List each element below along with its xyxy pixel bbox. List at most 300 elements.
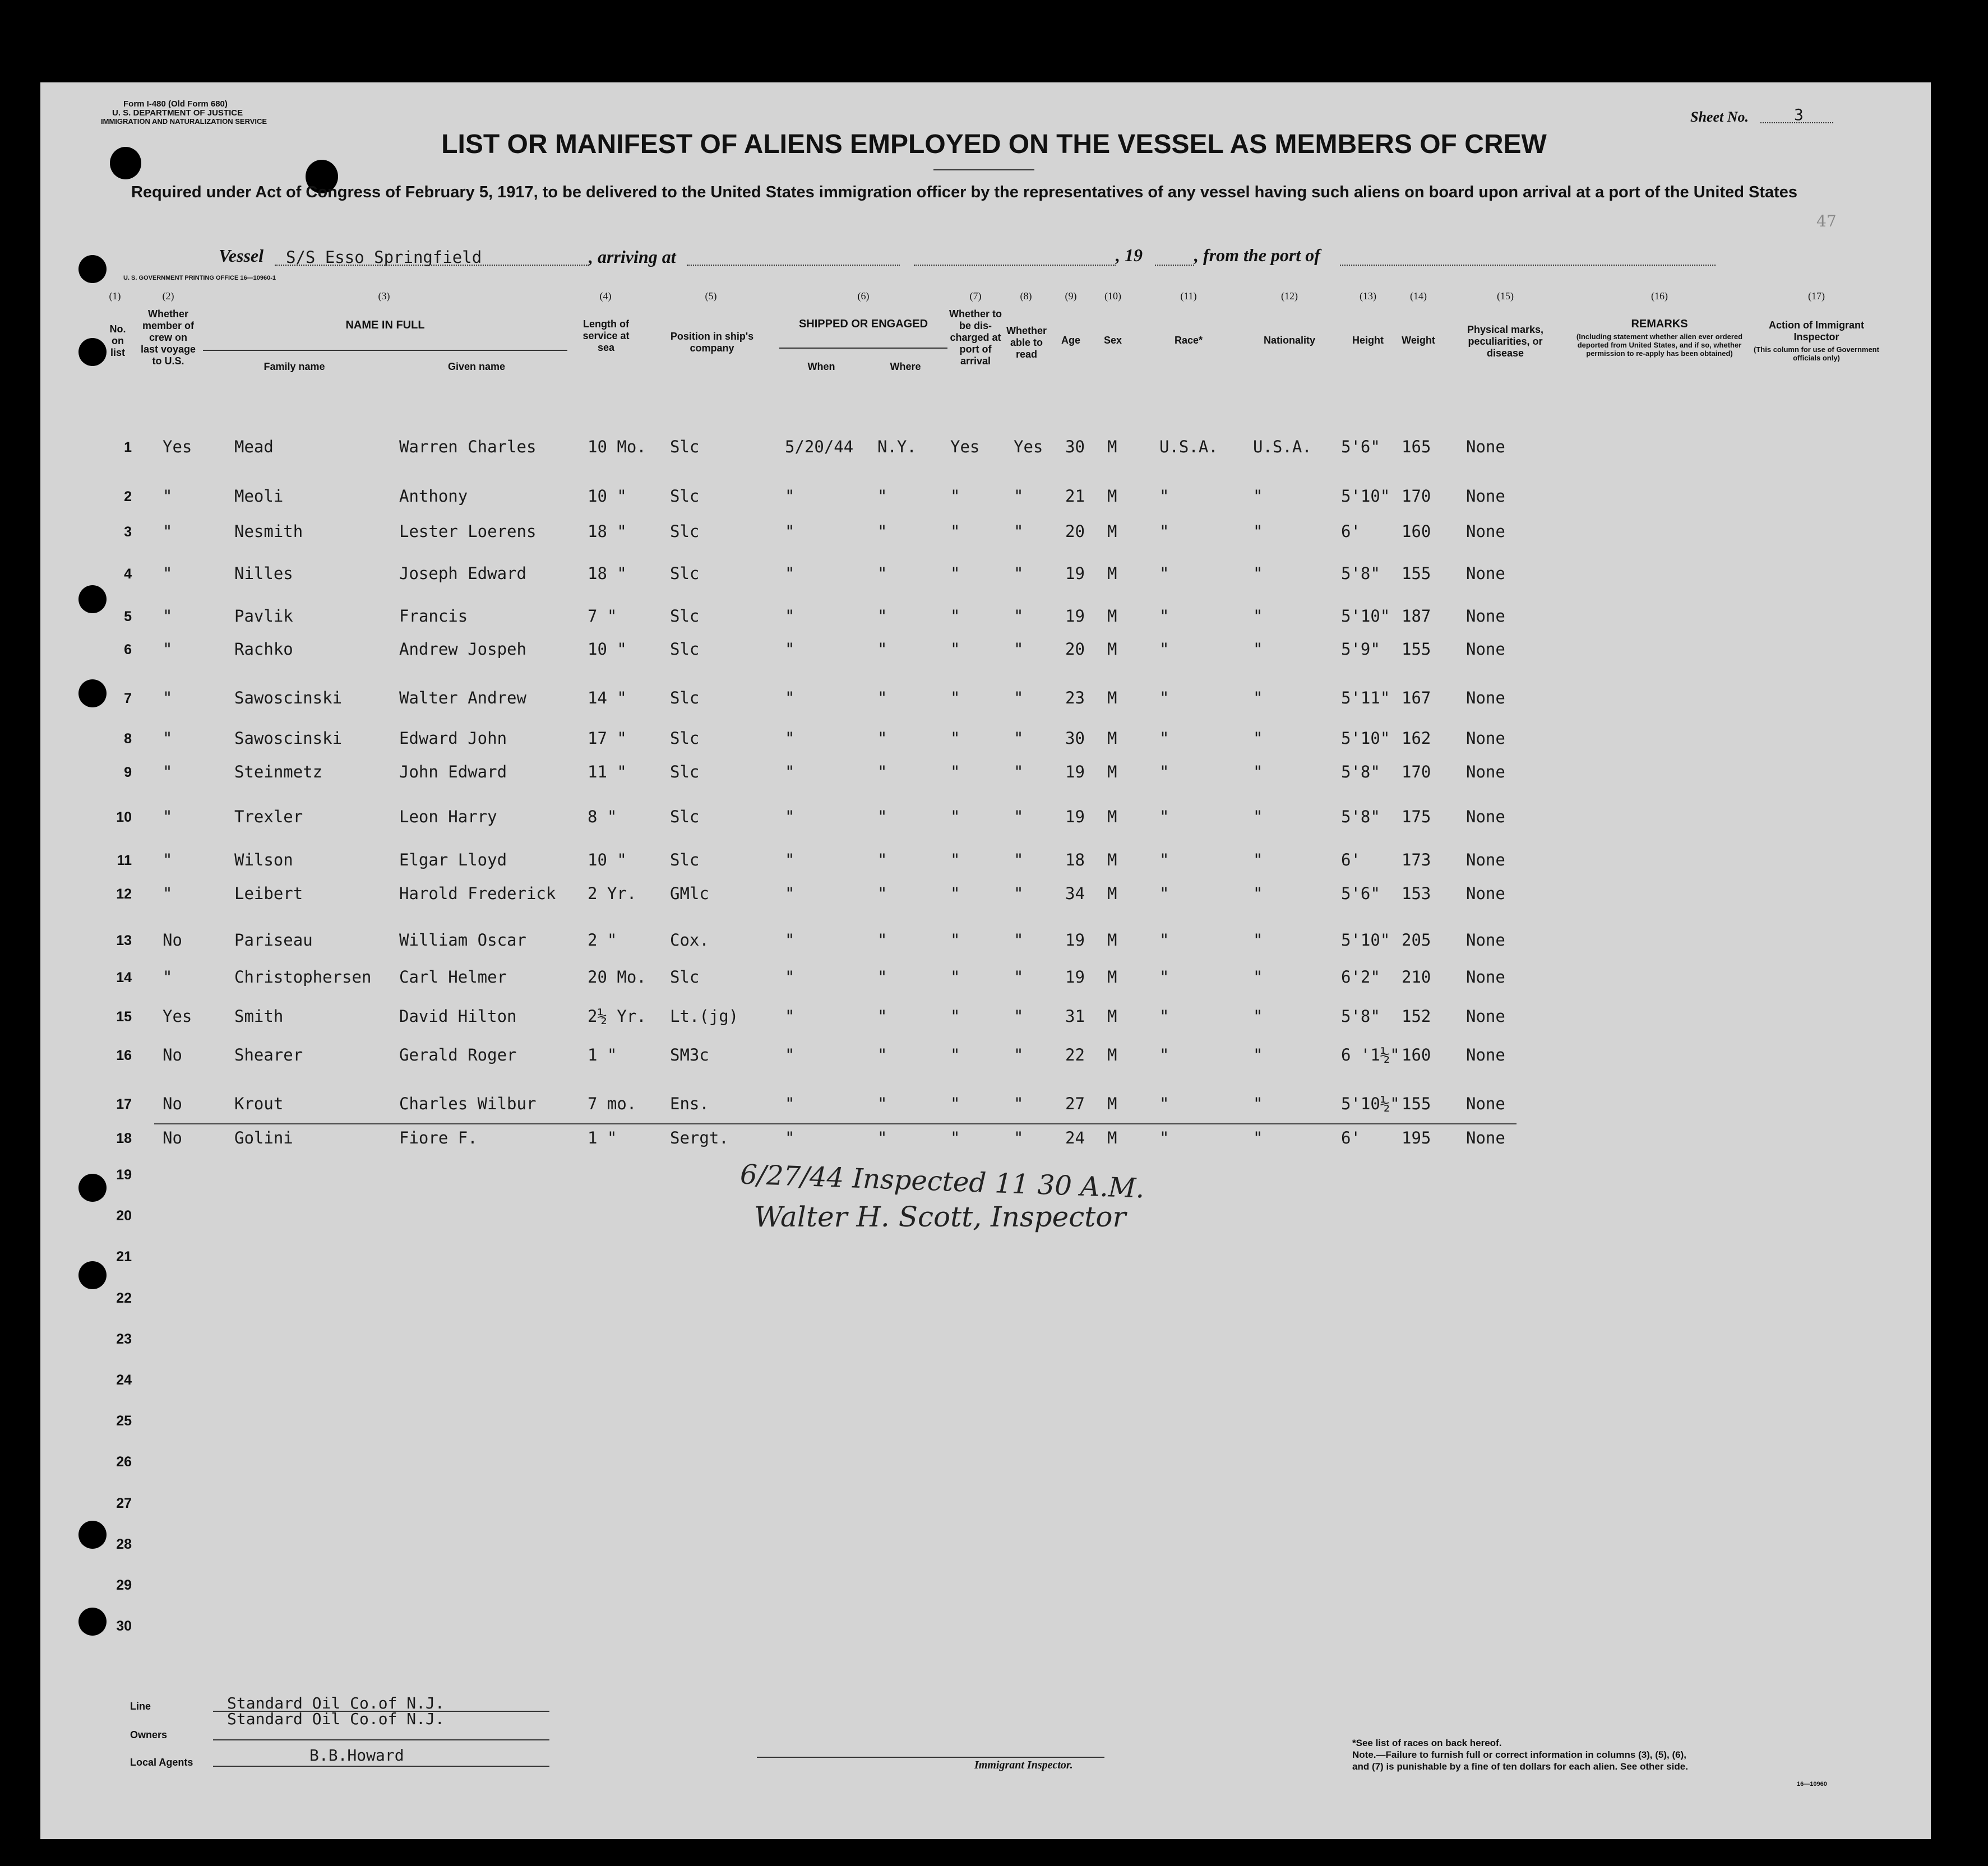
col-header-action: Action of Immigrant Inspector [1769, 320, 1864, 342]
family-name: Sawoscinski [234, 688, 343, 707]
shipped-when: " [785, 729, 795, 748]
col-header-nationality: Nationality [1263, 335, 1315, 346]
punch-hole [78, 1261, 107, 1289]
shipped-where: " [877, 729, 887, 748]
member-last-voyage: " [163, 762, 173, 781]
given-name: Walter Andrew [399, 688, 526, 707]
weight: 160 [1402, 522, 1431, 541]
col-header-when: When [807, 361, 835, 372]
race: " [1159, 967, 1169, 987]
height: 6' [1341, 1128, 1361, 1147]
physical-marks: None [1466, 930, 1505, 950]
physical-marks: None [1466, 1045, 1505, 1064]
length-of-service: 18 " [588, 522, 627, 541]
physical-marks: None [1466, 688, 1505, 707]
col-header-position: Position in ship's company [670, 331, 754, 354]
member-last-voyage: Yes [163, 1007, 192, 1026]
row-number: 7 [124, 691, 132, 706]
age: 24 [1065, 1128, 1085, 1147]
nationality: " [1253, 1007, 1263, 1026]
row-number: 10 [116, 809, 132, 825]
row-number: 27 [116, 1495, 132, 1511]
column-number: (5) [705, 290, 717, 302]
able-to-read: " [1014, 930, 1024, 950]
physical-marks: None [1466, 437, 1505, 456]
family-name: Sawoscinski [234, 729, 343, 748]
races-note: *See list of races on back hereof. [1352, 1738, 1502, 1748]
col-header-no: No. on list [109, 323, 126, 358]
age: 19 [1065, 762, 1085, 781]
nationality: " [1253, 1094, 1263, 1113]
sex: M [1107, 762, 1117, 781]
shipped-when: " [785, 807, 795, 826]
department: U. S. DEPARTMENT OF JUSTICE [112, 108, 243, 118]
punch-hole [78, 1174, 107, 1202]
weight: 160 [1402, 1045, 1431, 1064]
agents-value: B.B.Howard [309, 1746, 404, 1765]
col-header-age: Age [1061, 335, 1080, 346]
column-number: (16) [1651, 290, 1668, 302]
height: 5'10" [1341, 487, 1390, 506]
row-number: 14 [116, 970, 132, 985]
height: 5'10½" [1341, 1094, 1400, 1113]
sex: M [1107, 688, 1117, 707]
sheet-label: Sheet No. [1690, 109, 1749, 125]
family-name: Trexler [234, 807, 303, 826]
sex: M [1107, 930, 1117, 950]
length-of-service: 2½ Yr. [588, 1007, 646, 1026]
age: 30 [1065, 437, 1085, 456]
col-header-height: Height [1352, 335, 1384, 346]
weight: 167 [1402, 688, 1431, 707]
position: SM3c [670, 1045, 709, 1064]
length-of-service: 10 " [588, 640, 627, 659]
able-to-read: " [1014, 640, 1024, 659]
weight: 170 [1402, 487, 1431, 506]
weight: 195 [1402, 1128, 1431, 1147]
nationality: " [1253, 884, 1263, 903]
race: " [1159, 1094, 1169, 1113]
to-be-discharged: " [950, 564, 960, 583]
row-number: 29 [116, 1577, 132, 1593]
able-to-read: " [1014, 1094, 1024, 1113]
length-of-service: 17 " [588, 729, 627, 748]
length-of-service: 14 " [588, 688, 627, 707]
to-be-discharged: " [950, 487, 960, 506]
age: 19 [1065, 930, 1085, 950]
col-header-service: Length of service at sea [582, 318, 630, 353]
row-18-rule [154, 1123, 1517, 1124]
form-code: 16—10960 [1797, 1781, 1827, 1788]
form-id: Form I-480 (Old Form 680) [123, 99, 228, 109]
column-number: (4) [599, 290, 612, 302]
row-number: 21 [116, 1249, 132, 1265]
col-header-remarks-note: (Including statement whether alien ever ordered deported from United States, and if so, whether permission to re-apply has been obtained) [1576, 332, 1743, 358]
member-last-voyage: " [163, 850, 173, 869]
failure-note: Note.—Failure to furnish full or correct information in columns (3), (5), (6), and (7) is punishable by a fine of ten dollars for each alien. See other side. [1352, 1749, 1688, 1772]
shipped-where: " [877, 487, 887, 506]
col-header-family: Family name [263, 361, 325, 372]
length-of-service: 10 " [588, 487, 627, 506]
inspection-note: 6/27/44 Inspected 11 30 A.M. [739, 1159, 1145, 1205]
arriving-line [687, 265, 900, 266]
shipped-when: " [785, 522, 795, 541]
height: 5'9" [1341, 640, 1380, 659]
physical-marks: None [1466, 884, 1505, 903]
position: Slc [670, 437, 700, 456]
member-last-voyage: " [163, 640, 173, 659]
race: " [1159, 487, 1169, 506]
height: 6' [1341, 850, 1361, 869]
row-number: 30 [116, 1618, 132, 1635]
given-name: William Oscar [399, 930, 526, 950]
sex: M [1107, 606, 1117, 626]
row-number: 9 [124, 765, 132, 780]
age: 19 [1065, 606, 1085, 626]
shipped-when: " [785, 640, 795, 659]
punch-hole [78, 255, 107, 283]
shipped-where: " [877, 1128, 887, 1147]
column-number: (14) [1410, 290, 1427, 302]
form-subtitle: Required under Act of Congress of February 5, 1917, to be delivered to the United States immigration officer by the representatives of any vessel having such aliens on board upon arrival at a port of the United States [131, 183, 1798, 201]
to-be-discharged: " [950, 1128, 960, 1147]
to-be-discharged: " [950, 762, 960, 781]
row-number: 25 [116, 1413, 132, 1429]
row-number: 23 [116, 1331, 132, 1347]
row-number: 17 [116, 1096, 132, 1112]
able-to-read: " [1014, 967, 1024, 987]
race: U.S.A. [1159, 437, 1218, 456]
form-title: LIST OR MANIFEST OF ALIENS EMPLOYED ON THE VESSEL AS MEMBERS OF CREW [441, 129, 1547, 159]
given-name: Edward John [399, 729, 507, 748]
position: Slc [670, 564, 700, 583]
family-name: Mead [234, 437, 274, 456]
shipped-when: 5/20/44 [785, 437, 854, 456]
position: Slc [670, 967, 700, 987]
sex: M [1107, 807, 1117, 826]
punch-hole [78, 585, 107, 613]
weight: 165 [1402, 437, 1431, 456]
given-name: Francis [399, 606, 468, 626]
weight: 187 [1402, 606, 1431, 626]
nationality: " [1253, 967, 1263, 987]
family-name: Rachko [234, 640, 293, 659]
to-be-discharged: " [950, 1007, 960, 1026]
col-header-discharged: Whether to be dis- charged at port of arrival [949, 308, 1002, 367]
position: Sergt. [670, 1128, 729, 1147]
family-name: Nilles [234, 564, 293, 583]
given-name: Joseph Edward [399, 564, 526, 583]
member-last-voyage: " [163, 807, 173, 826]
nationality: " [1253, 729, 1263, 748]
column-number: (7) [969, 290, 982, 302]
nationality: " [1253, 606, 1263, 626]
member-last-voyage: " [163, 487, 173, 506]
arriving-line-2 [914, 265, 1116, 266]
from-port-label: , from the port of [1194, 245, 1320, 265]
member-last-voyage: " [163, 522, 173, 541]
position: Slc [670, 487, 700, 506]
column-number: (12) [1281, 290, 1298, 302]
nationality: " [1253, 487, 1263, 506]
line-value: Standard Oil Co.of N.J. [227, 1694, 445, 1712]
to-be-discharged: " [950, 884, 960, 903]
length-of-service: 2 " [588, 930, 617, 950]
race: " [1159, 640, 1169, 659]
member-last-voyage: No [163, 1045, 182, 1064]
shipped-when: " [785, 1128, 795, 1147]
able-to-read: " [1014, 522, 1024, 541]
nationality: " [1253, 640, 1263, 659]
race: " [1159, 1007, 1169, 1026]
sex: M [1107, 850, 1117, 869]
member-last-voyage: " [163, 729, 173, 748]
height: 6' [1341, 522, 1361, 541]
family-name: Wilson [234, 850, 293, 869]
given-name: Warren Charles [399, 437, 537, 456]
sex: M [1107, 1128, 1117, 1147]
inspector-signature: Walter H. Scott, Inspector [754, 1201, 1126, 1233]
given-name: Elgar Lloyd [399, 850, 507, 869]
position: Slc [670, 762, 700, 781]
family-name: Golini [234, 1128, 293, 1147]
row-number: 24 [116, 1372, 132, 1388]
race: " [1159, 850, 1169, 869]
shipped-where: N.Y. [877, 437, 917, 456]
age: 20 [1065, 640, 1085, 659]
weight: 170 [1402, 762, 1431, 781]
shipped-where: " [877, 640, 887, 659]
able-to-read: " [1014, 606, 1024, 626]
punch-hole [78, 338, 107, 366]
agents-label: Local Agents [130, 1757, 193, 1768]
weight: 155 [1402, 640, 1431, 659]
weight: 210 [1402, 967, 1431, 987]
nationality: U.S.A. [1253, 437, 1312, 456]
length-of-service: 7 mo. [588, 1094, 637, 1113]
nationality: " [1253, 522, 1263, 541]
age: 22 [1065, 1045, 1085, 1064]
given-name: Fiore F. [399, 1128, 478, 1147]
family-name: Pariseau [234, 930, 313, 950]
weight: 205 [1402, 930, 1431, 950]
able-to-read: " [1014, 762, 1024, 781]
weight: 175 [1402, 807, 1431, 826]
able-to-read: " [1014, 1128, 1024, 1147]
length-of-service: 10 Mo. [588, 437, 646, 456]
race: " [1159, 729, 1169, 748]
position: Cox. [670, 930, 709, 950]
able-to-read: Yes [1014, 437, 1043, 456]
nationality: " [1253, 762, 1263, 781]
sheet-number-line [1760, 122, 1833, 123]
shipped-where: " [877, 564, 887, 583]
weight: 152 [1402, 1007, 1431, 1026]
sex: M [1107, 564, 1117, 583]
member-last-voyage: No [163, 1094, 182, 1113]
shipped-when: " [785, 930, 795, 950]
able-to-read: " [1014, 564, 1024, 583]
row-number: 18 [116, 1131, 132, 1146]
height: 5'8" [1341, 807, 1380, 826]
member-last-voyage: " [163, 967, 173, 987]
row-number: 11 [117, 853, 132, 868]
race: " [1159, 522, 1169, 541]
able-to-read: " [1014, 1007, 1024, 1026]
to-be-discharged: " [950, 522, 960, 541]
race: " [1159, 884, 1169, 903]
member-last-voyage: No [163, 1128, 182, 1147]
row-number: 28 [116, 1536, 132, 1552]
arriving-label: , arriving at [589, 247, 676, 267]
length-of-service: 10 " [588, 850, 627, 869]
col-header-name: NAME IN FULL [345, 319, 425, 331]
nationality: " [1253, 850, 1263, 869]
physical-marks: None [1466, 850, 1505, 869]
member-last-voyage: " [163, 564, 173, 583]
race: " [1159, 807, 1169, 826]
col-header-remarks: REMARKS [1631, 318, 1688, 330]
shipped-when: " [785, 606, 795, 626]
age: 27 [1065, 1094, 1085, 1113]
sex: M [1107, 729, 1117, 748]
race: " [1159, 688, 1169, 707]
row-number: 5 [124, 609, 132, 624]
to-be-discharged: " [950, 850, 960, 869]
shipped-where: " [877, 762, 887, 781]
member-last-voyage: " [163, 606, 173, 626]
nationality: " [1253, 564, 1263, 583]
height: 6 '1½" [1341, 1045, 1400, 1064]
race: " [1159, 930, 1169, 950]
age: 30 [1065, 729, 1085, 748]
col-header-race: Race* [1174, 335, 1203, 346]
sex: M [1107, 1094, 1117, 1113]
shipped-where: " [877, 522, 887, 541]
family-name: Pavlik [234, 606, 293, 626]
physical-marks: None [1466, 640, 1505, 659]
inspector-label: Immigrant Inspector. [974, 1759, 1073, 1771]
weight: 153 [1402, 884, 1431, 903]
to-be-discharged: " [950, 729, 960, 748]
shipped-when: " [785, 688, 795, 707]
to-be-discharged: " [950, 807, 960, 826]
length-of-service: 7 " [588, 606, 617, 626]
shipped-when: " [785, 850, 795, 869]
age: 20 [1065, 522, 1085, 541]
position: Slc [670, 640, 700, 659]
family-name: Leibert [234, 884, 303, 903]
physical-marks: None [1466, 522, 1505, 541]
position: Ens. [670, 1094, 709, 1113]
shipped-when: " [785, 1094, 795, 1113]
able-to-read: " [1014, 1045, 1024, 1064]
column-number: (8) [1020, 290, 1032, 302]
able-to-read: " [1014, 884, 1024, 903]
shipped-rule [779, 348, 947, 349]
row-number: 12 [116, 886, 132, 902]
col-header-shipped: SHIPPED OR ENGAGED [798, 318, 928, 330]
physical-marks: None [1466, 762, 1505, 781]
row-number: 8 [124, 731, 132, 747]
height: 6'2" [1341, 967, 1380, 987]
position: GMlc [670, 884, 709, 903]
physical-marks: None [1466, 564, 1505, 583]
shipped-when: " [785, 564, 795, 583]
race: " [1159, 1128, 1169, 1147]
sex: M [1107, 1045, 1117, 1064]
physical-marks: None [1466, 729, 1505, 748]
height: 5'6" [1341, 437, 1380, 456]
length-of-service: 11 " [588, 762, 627, 781]
to-be-discharged: " [950, 1094, 960, 1113]
vessel-label: Vessel [219, 246, 263, 266]
length-of-service: 2 Yr. [588, 884, 637, 903]
age: 21 [1065, 487, 1085, 506]
col-header-sex: Sex [1103, 335, 1122, 346]
vessel-name: S/S Esso Springfield [286, 248, 482, 267]
to-be-discharged: " [950, 606, 960, 626]
able-to-read: " [1014, 729, 1024, 748]
shipped-when: " [785, 1045, 795, 1064]
shipped-where: " [877, 850, 887, 869]
given-name: Anthony [399, 487, 468, 506]
physical-marks: None [1466, 487, 1505, 506]
sex: M [1107, 522, 1117, 541]
length-of-service: 1 " [588, 1128, 617, 1147]
race: " [1159, 1045, 1169, 1064]
position: Slc [670, 688, 700, 707]
member-last-voyage: No [163, 930, 182, 950]
able-to-read: " [1014, 487, 1024, 506]
row-number: 26 [116, 1454, 132, 1470]
race: " [1159, 606, 1169, 626]
family-name: Steinmetz [234, 762, 323, 781]
age: 19 [1065, 807, 1085, 826]
col-header-weight: Weight [1402, 335, 1435, 346]
given-name: Leon Harry [399, 807, 497, 826]
owners-rule [213, 1739, 549, 1740]
nationality: " [1253, 688, 1263, 707]
column-number: (17) [1808, 290, 1825, 302]
length-of-service: 20 Mo. [588, 967, 646, 987]
member-last-voyage: " [163, 884, 173, 903]
shipped-where: " [877, 1007, 887, 1026]
weight: 173 [1402, 850, 1431, 869]
given-name: David Hilton [399, 1007, 517, 1026]
from-port-line [1340, 265, 1716, 266]
column-number: (9) [1065, 290, 1077, 302]
col-header-given: Given name [447, 361, 506, 372]
col-header-member: Whether member of crew on last voyage to U.S. [140, 308, 196, 367]
nationality: " [1253, 1128, 1263, 1147]
age: 34 [1065, 884, 1085, 903]
weight: 155 [1402, 1094, 1431, 1113]
col-header-where: Where [890, 361, 921, 372]
given-name: Gerald Roger [399, 1045, 517, 1064]
line-label: Line [130, 1701, 151, 1712]
shipped-where: " [877, 1094, 887, 1113]
sex: M [1107, 967, 1117, 987]
given-name: Lester Loerens [399, 522, 537, 541]
length-of-service: 18 " [588, 564, 627, 583]
family-name: Christophersen [234, 967, 372, 987]
position: Slc [670, 807, 700, 826]
family-name: Smith [234, 1007, 284, 1026]
shipped-where: " [877, 606, 887, 626]
shipped-when: " [785, 884, 795, 903]
column-number: (6) [857, 290, 870, 302]
